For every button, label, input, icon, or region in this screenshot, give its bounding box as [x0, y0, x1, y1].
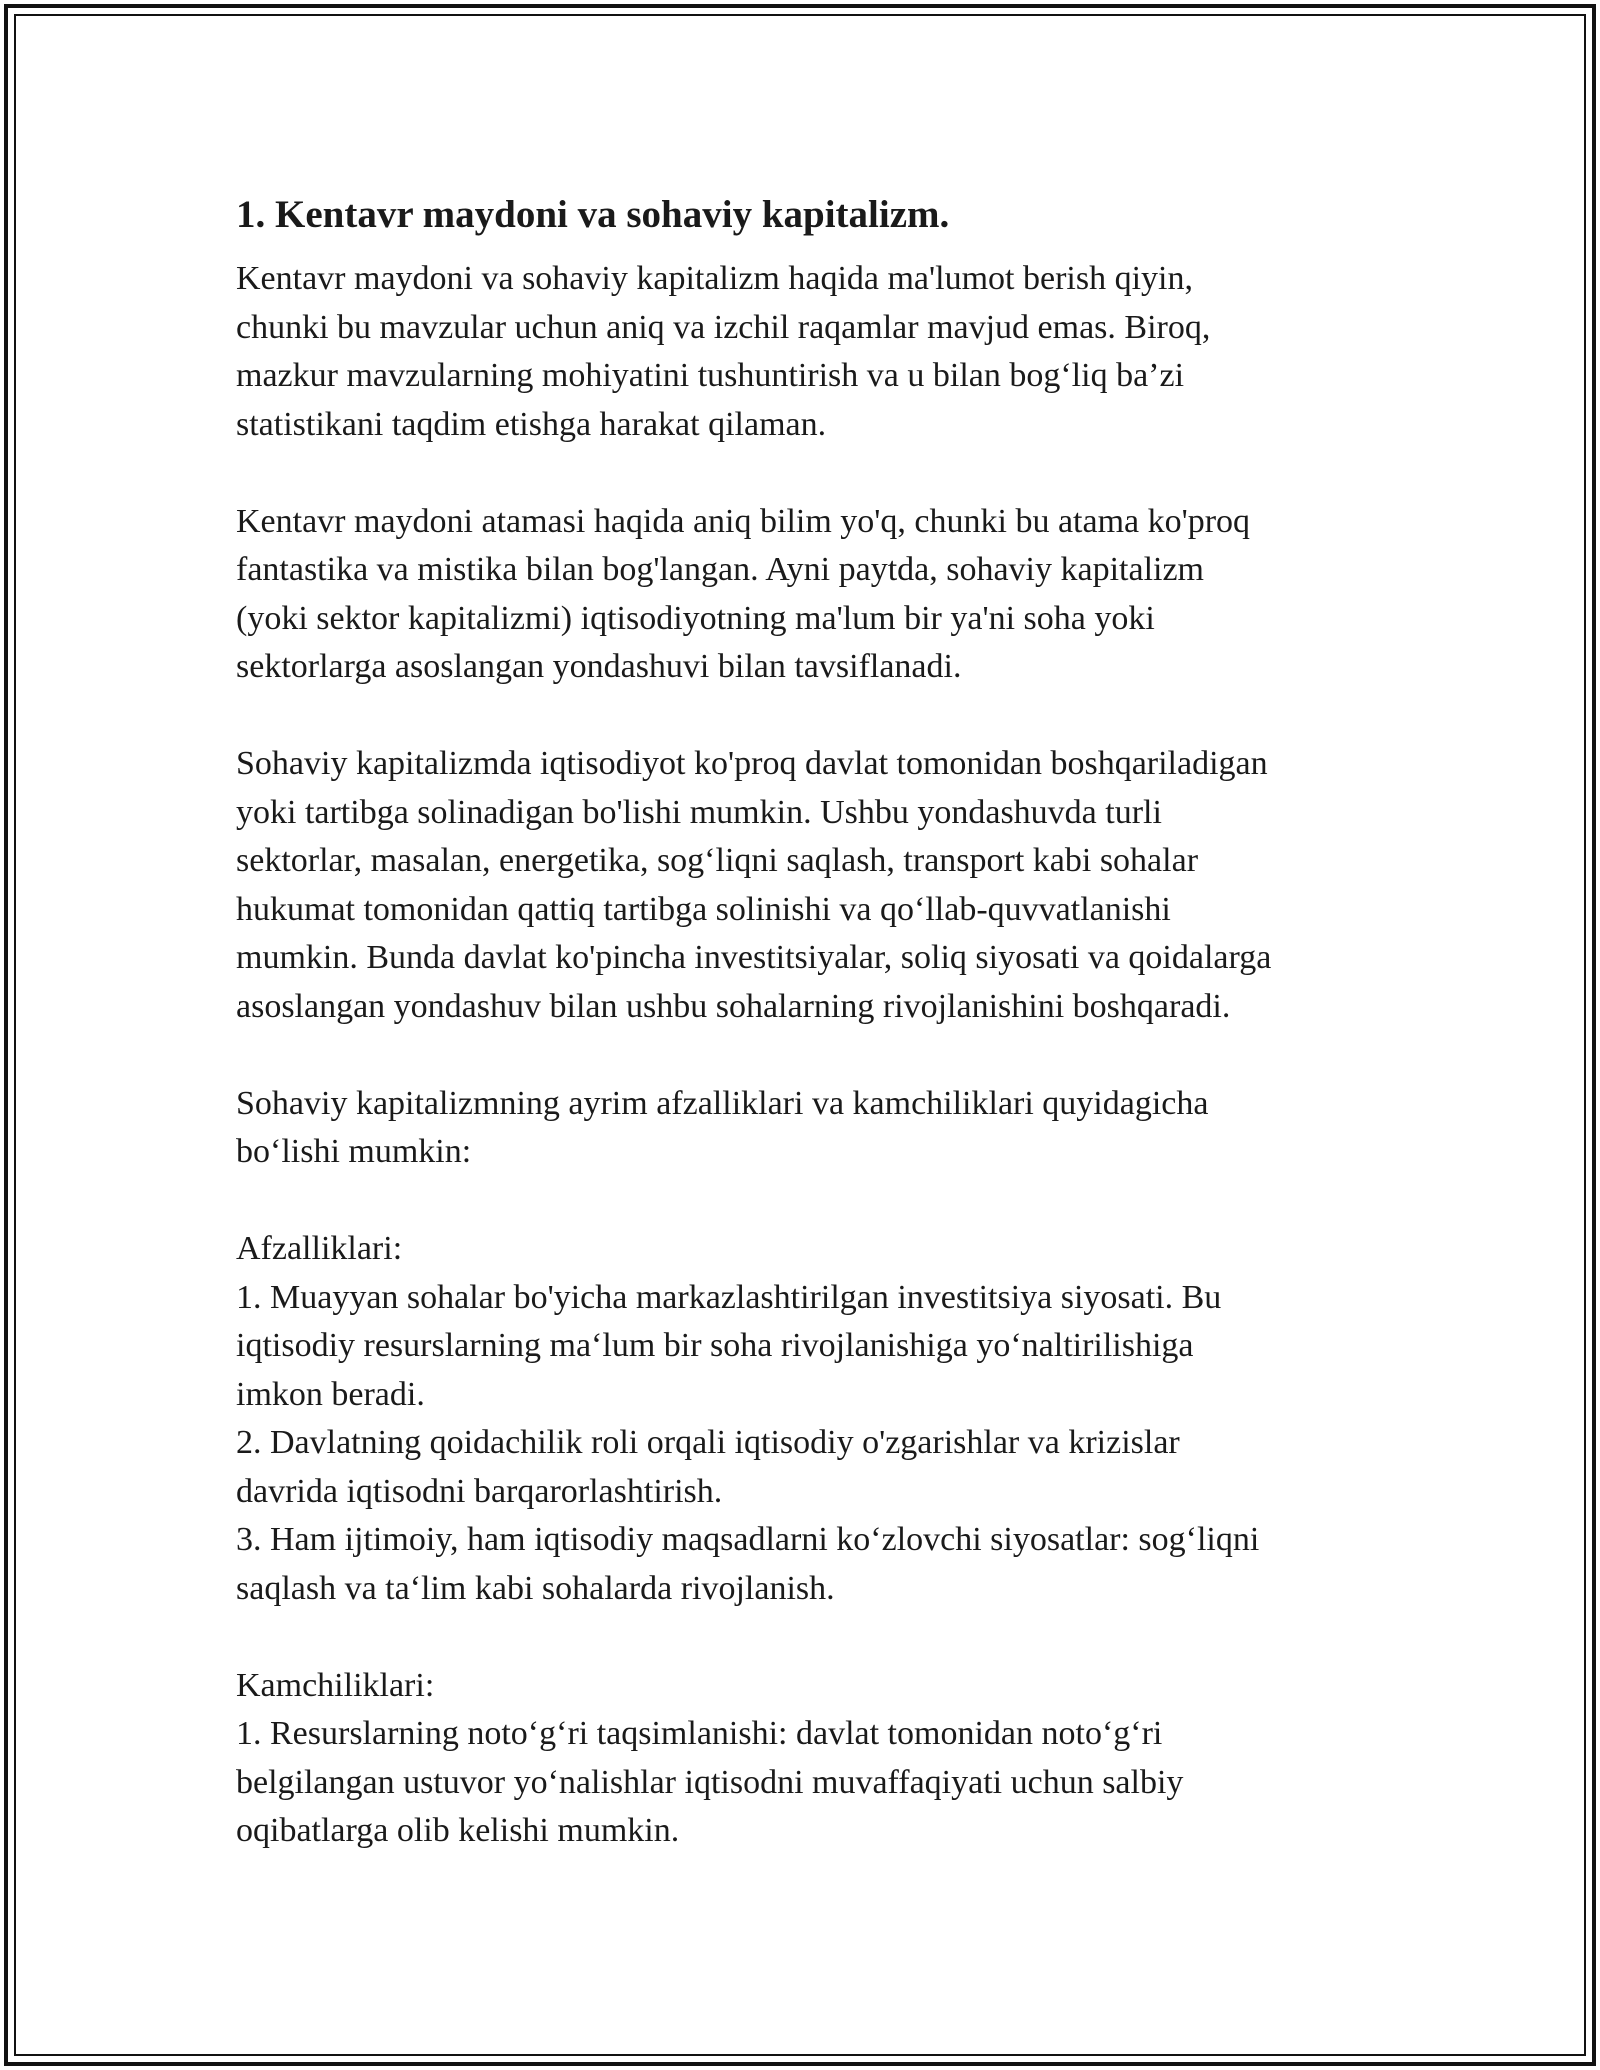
text-line: asoslangan yondashuv bilan ushbu sohalarning rivojlanishini boshqaradi. [236, 987, 1231, 1025]
list-item: iqtisodiy resurslarning ma‘lum bir soha rivojlanishiga yo‘naltirilishiga [236, 1327, 1194, 1364]
text-line: (yoki sektor kapitalizmi) iqtisodiyotning ma'lum bir ya'ni soha yoki [236, 599, 1155, 637]
list-item: imkon beradi. [236, 1375, 425, 1413]
document-body [236, 186, 1376, 1904]
text-line: mazkur mavzularning mohiyatini tushuntirish va u bilan bog‘liq ba’zi [236, 357, 1185, 394]
text-line: Kentavr maydoni atamasi haqida aniq bilim yo'q, chunki bu atama ko'proq [236, 502, 1251, 540]
text-line: Sohaviy kapitalizmning ayrim afzalliklari va kamchiliklari quyidagicha [236, 1084, 1209, 1122]
text-line: Sohaviy kapitalizmda iqtisodiyot ko'proq davlat tomonidan boshqariladigan [236, 745, 1268, 782]
text-line: bo‘lishi mumkin: [236, 1133, 472, 1170]
text-line: fantastika va mistika bilan bog'langan. Ayni paytda, sohaviy kapitalizm [236, 551, 1205, 588]
paragraph-pros-cons-intro [236, 1080, 1376, 1177]
text-line: yoki tartibga solinadigan bo'lishi mumkin. Ushbu yondashuvda turli [236, 793, 1162, 831]
advantages-list [236, 1225, 1376, 1613]
list-item: oqibatlarga olib kelishi mumkin. [236, 1812, 680, 1849]
text-line: Kentavr maydoni va sohaviy kapitalizm haqida ma'lumot berish qiyin, [236, 260, 1193, 297]
list-heading-disadvantages: Kamchiliklari: [236, 1666, 435, 1704]
document-title: 1. Kentavr maydoni va sohaviy kapitalizm. [236, 193, 950, 236]
paragraph-kentavr-definition [236, 498, 1376, 692]
list-item: belgilangan ustuvor yo‘nalishlar iqtisodni muvaffaqiyati uchun salbiy [236, 1763, 1184, 1801]
list-item: 3. Ham ijtimoiy, ham iqtisodiy maqsadlarni ko‘zlovchi siyosatlar: sog‘liqni [236, 1521, 1260, 1558]
text-line: statistikani taqdim etishga harakat qilaman. [236, 405, 827, 443]
text-line: sektorlar, masalan, energetika, sog‘liqni saqlash, transport kabi sohalar [236, 842, 1199, 879]
text-line: sektorlarga asoslangan yondashuvi bilan tavsiflanadi. [236, 648, 962, 685]
list-heading-advantages: Afzalliklari: [236, 1230, 403, 1267]
text-line: mumkin. Bunda davlat ko'pincha investitsiyalar, soliq siyosati va qoidalarga [236, 939, 1272, 976]
text-line: hukumat tomonidan qattiq tartibga solinishi va qo‘llab-quvvatlanishi [236, 890, 1171, 928]
text-line: chunki bu mavzular uchun aniq va izchil raqamlar mavjud emas. Biroq, [236, 308, 1211, 346]
paragraph-sectoral-capitalism [236, 740, 1376, 1031]
paragraph-intro [236, 255, 1376, 449]
list-item: 1. Resurslarning noto‘g‘ri taqsimlanishi: davlat tomonidan noto‘g‘ri [236, 1715, 1163, 1752]
list-item: davrida iqtisodni barqarorlashtirish. [236, 1472, 723, 1510]
list-item: 2. Davlatning qoidachilik roli orqali iqtisodiy o'zgarishlar va krizislar [236, 1424, 1180, 1461]
list-item: 1. Muayyan sohalar bo'yicha markazlashtirilgan investitsiya siyosati. Bu [236, 1278, 1222, 1316]
disadvantages-list [236, 1662, 1376, 1856]
list-item: saqlash va ta‘lim kabi sohalarda rivojlanish. [236, 1569, 835, 1607]
